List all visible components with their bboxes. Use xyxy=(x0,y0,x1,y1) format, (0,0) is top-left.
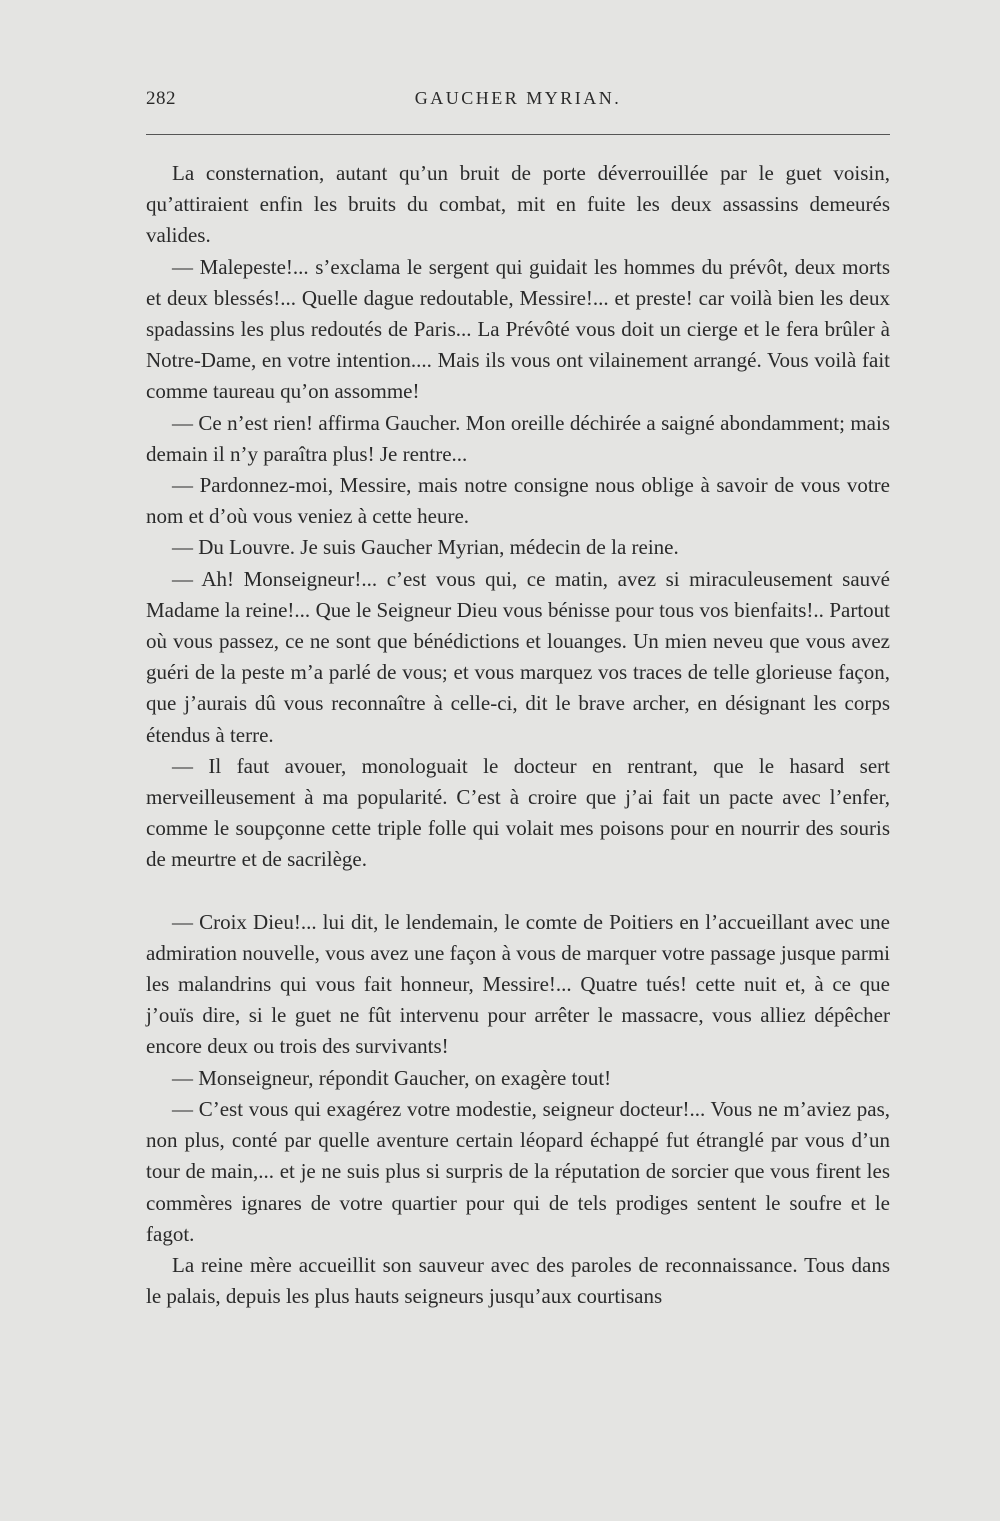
running-head xyxy=(146,88,890,114)
paragraph: — Malepeste!... s’exclama le sergent qui guidait les hommes du prévôt, deux morts et deux blessés!... Quelle dague redoutable, Messire!... et preste! car voilà bien les deux spadassins les plus redoutés de Paris... La Prévôté vous doit un cierge et le fera brûler à Notre-Dame, en votre intention.... Mais ils vous ont vilainement arrangé. Vous voilà fait comme taureau qu’on assomme! xyxy=(146,254,890,404)
page-number: 282 xyxy=(146,88,176,109)
paragraph: — C’est vous qui exagérez votre modestie, seigneur docteur!... Vous ne m’aviez pas, non plus, conté par quelle aventure certain léopard échappé fut étranglé par vous d’un tour de main,... et je ne suis plus si surpris de la réputation de sorcier que vous firent les commères ignares de votre quartier pour qui de tels prodiges sentent le soufre et le fagot. xyxy=(146,1096,890,1246)
paragraph: — Du Louvre. Je suis Gaucher Myrian, médecin de la reine. xyxy=(172,535,679,560)
paragraph: — Ah! Monseigneur!... c’est vous qui, ce matin, avez si miraculeusement sauvé Madame la reine!... Que le Seigneur Dieu vous bénisse pour tous vos bienfaits!.. Partout où vous passez, ce ne sont que bénédictions et louanges. Un mien neveu que vous avez guéri de la peste m’a parlé de vous; et vous marquez vos traces de telle glorieuse façon, que j’aurais dû vous reconnaître à celle-ci, dit le brave archer, en désignant les corps étendus à terre. xyxy=(146,566,890,747)
paragraph: — Croix Dieu!... lui dit, le lendemain, le comte de Poitiers en l’accueillant avec une admiration nouvelle, vous avez une façon à vous de marquer votre passage jusque parmi les malandrins qui vous fait honneur, Messire!... Quatre tués! cette nuit et, à ce que j’ouïs dire, si le guet ne fût intervenu pour arrêter le massacre, vous alliez dépêcher encore deux ou trois des survivants! xyxy=(146,909,890,1059)
paragraph: — Il faut avouer, monologuait le docteur en rentrant, que le hasard sert merveilleusement à ma popularité. C’est à croire que j’ai fait un pacte avec l’enfer, comme le soupçonne cette triple folle qui volait mes poisons pour en nourrir des souris de meurtre et de sacrilège. xyxy=(146,753,890,872)
paragraph: — Ce n’est rien! affirma Gaucher. Mon oreille déchirée a saigné abondamment; mais demain il n’y paraîtra plus! Je rentre... xyxy=(146,410,890,466)
running-title: GAUCHER MYRIAN. xyxy=(414,88,622,108)
header-rule xyxy=(146,134,890,135)
paragraph: La consternation, autant qu’un bruit de porte déverrouillée par le guet voisin, qu’attiraient enfin les bruits du combat, mit en fuite les deux assassins demeurés valides. xyxy=(146,161,890,248)
paragraph: La reine mère accueillit son sauveur avec des paroles de reconnaissance. Tous dans le palais, depuis les plus hauts seigneurs jusqu’aux courtisans xyxy=(146,1252,890,1309)
paragraph: — Monseigneur, répondit Gaucher, on exagère tout! xyxy=(172,1065,612,1090)
body-text xyxy=(146,158,890,1312)
paragraph: — Pardonnez-moi, Messire, mais notre consigne nous oblige à savoir de vous votre nom et d’où vous veniez à cette heure. xyxy=(146,473,890,529)
